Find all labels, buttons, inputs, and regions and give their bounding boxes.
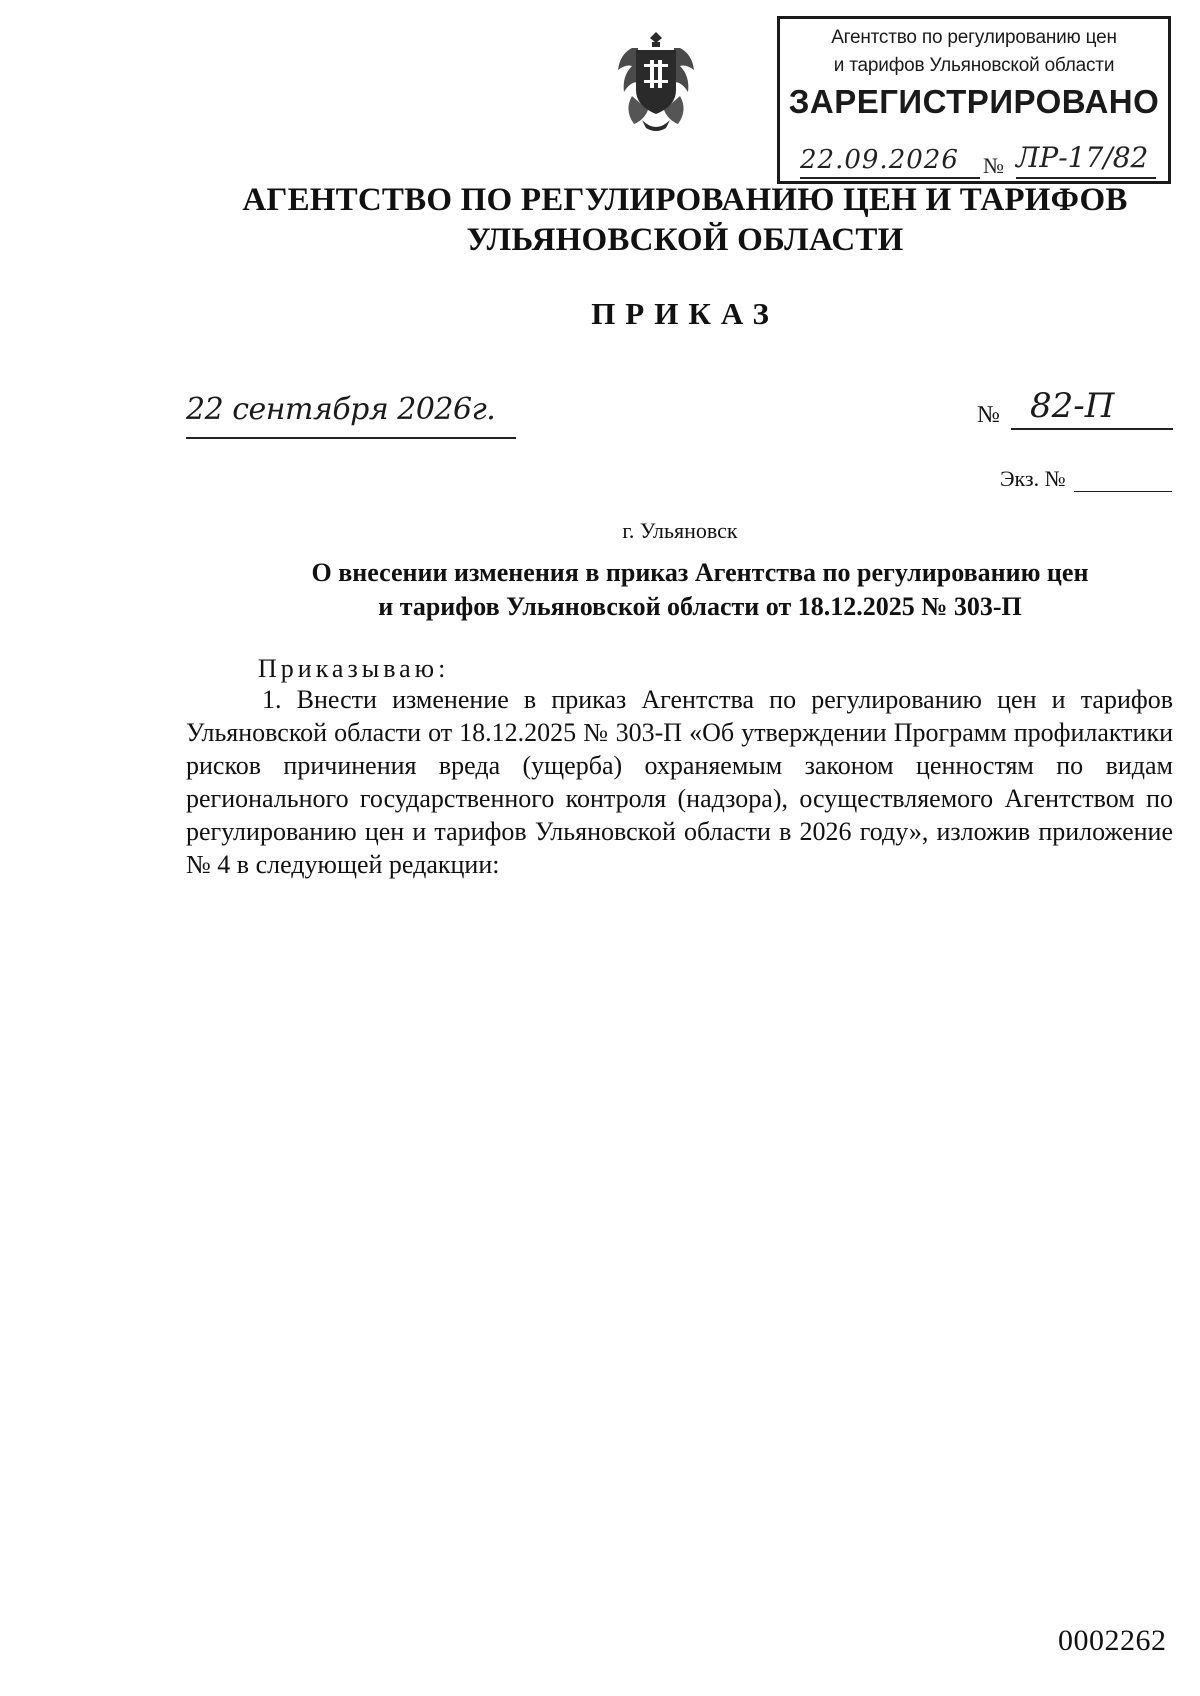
date-underline — [186, 437, 516, 439]
agency-title — [160, 180, 1200, 260]
registration-stamp — [777, 16, 1171, 184]
stamp-number-label: № — [983, 153, 1004, 178]
order-number-label: № — [977, 402, 1000, 428]
city: г. Ульяновск — [622, 518, 738, 543]
stamp-registered: ЗАРЕГИСТРИРОВАНО — [788, 83, 1160, 120]
stamp-agency-line1: Агентство по регулированию цен — [831, 27, 1117, 48]
stamp-agency-line2: и тарифов Ульяновской области — [833, 55, 1115, 76]
coat-of-arms-icon — [612, 30, 700, 134]
order-verb: Приказываю: — [258, 654, 450, 683]
order-number: 82-П — [1030, 386, 1115, 426]
order-subject-line2: и тарифов Ульяновской области от 18.12.2025 № 303-П — [378, 592, 1022, 621]
order-title: ПРИКАЗ — [591, 296, 779, 331]
order-subject-line1: О внесении изменения в приказ Агентства по регулированию цен — [311, 558, 1089, 587]
order-subject — [200, 556, 1200, 624]
stamp-number: ЛР-17/82 — [1016, 141, 1156, 179]
agency-title-line1: АГЕНТСТВО ПО РЕГУЛИРОВАНИЮ ЦЕН И ТАРИФОВ — [242, 182, 1128, 218]
order-paragraph-1: 1. Внести изменение в приказ Агентства по регулированию цен и тарифов Ульяновской области от 18.12.2025 № 303-П «Об утверждении Программ профилактики рисков причинения вреда (ущерба) охраняемым законом ценностям по видам регионального государственного контроля (надзора), осуществляемого Агентством по регулированию цен и тарифов Ульяновской области в 2026 году», изложив приложение № 4 в следующей редакции: — [186, 685, 1173, 879]
document-serial-number: 0002262 — [1058, 1624, 1167, 1657]
copy-number-label: Экз. № — [1000, 466, 1066, 491]
copy-number-line — [1074, 491, 1172, 492]
stamp-date: 22.09.2026 — [800, 145, 980, 179]
order-date: 22 сентября 2026г. — [186, 392, 496, 427]
agency-title-line2: УЛЬЯНОВСКОЙ ОБЛАСТИ — [466, 222, 904, 258]
order-number-line — [1011, 428, 1173, 430]
